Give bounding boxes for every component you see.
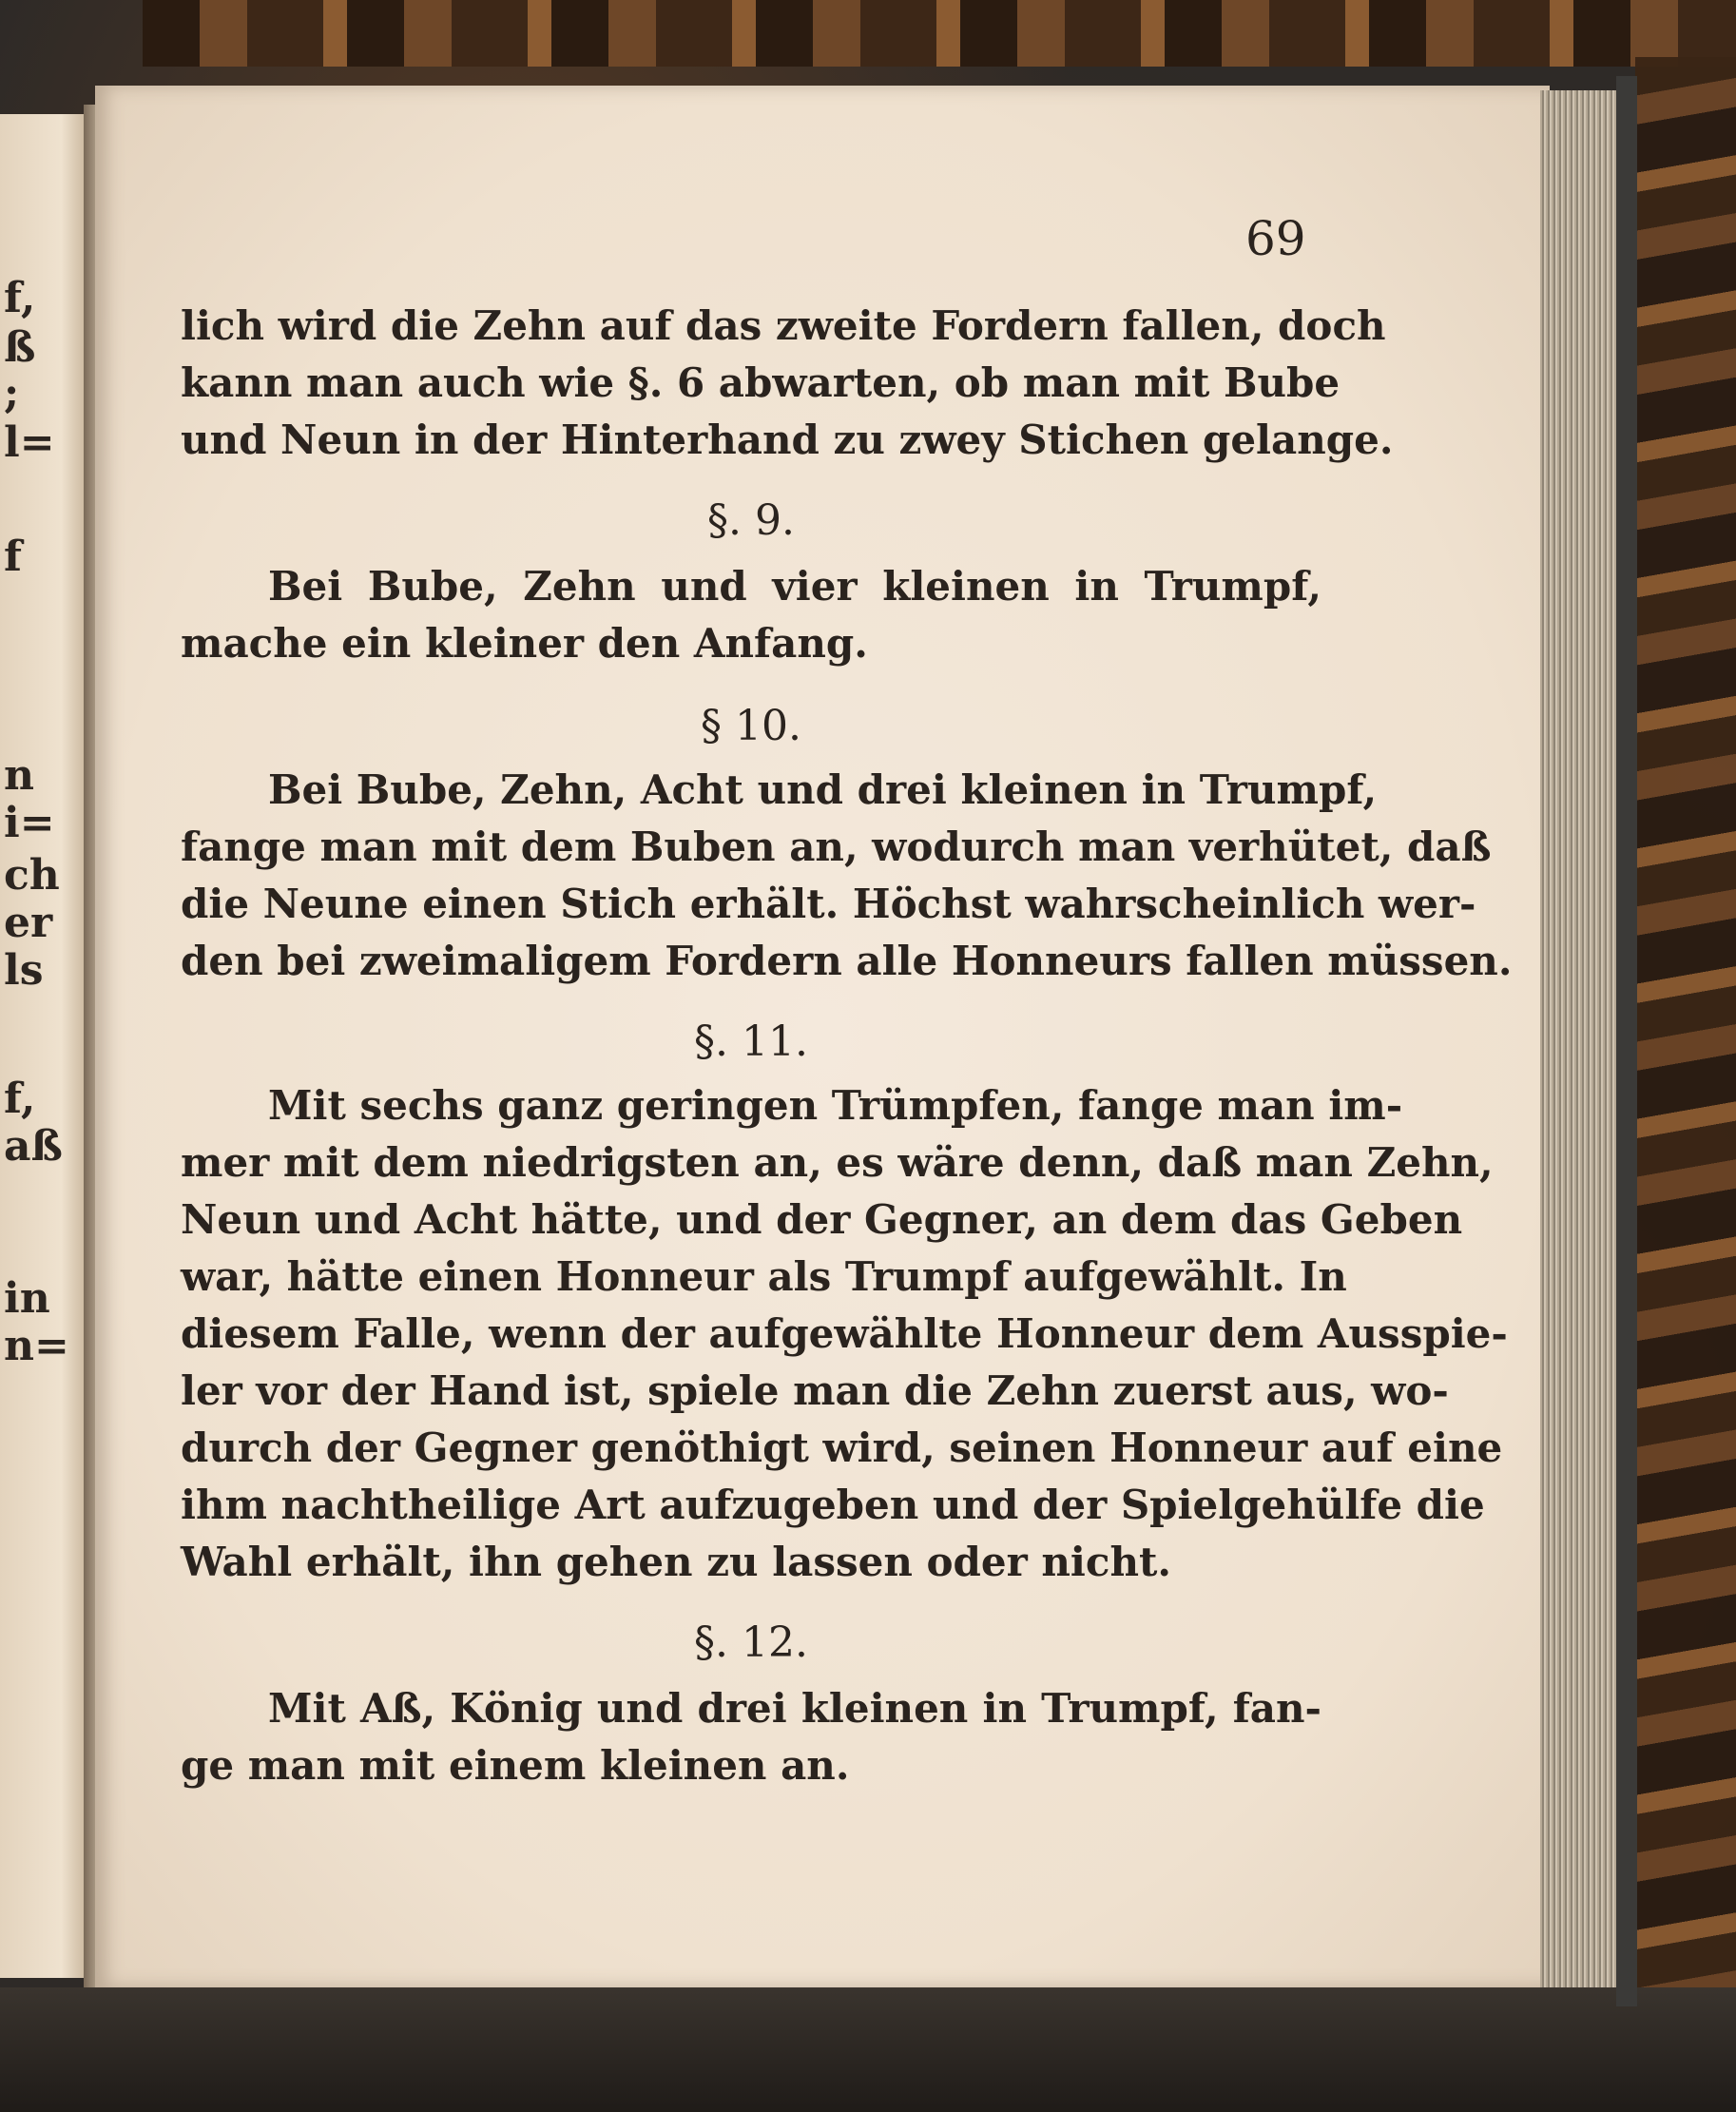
- left-fragment: ls: [4, 946, 44, 995]
- left-fragment: in: [4, 1274, 50, 1323]
- section-heading: §. 12.: [694, 1618, 808, 1667]
- text-line: kann man auch wie §. 6 abwarten, ob man mit Bube: [181, 359, 1341, 406]
- page-block-shadow: [1616, 76, 1637, 2006]
- left-fragment: ;: [4, 369, 20, 417]
- text-line: diesem Falle, wenn der aufgewählte Honneur dem Ausspie-: [181, 1310, 1508, 1357]
- left-fragment: n: [4, 751, 34, 800]
- text-line: und Neun in der Hinterhand zu zwey Stichen gelange.: [181, 417, 1394, 463]
- text-line: ihm nachtheilige Art aufzugeben und der Spielgehülfe die: [181, 1482, 1485, 1528]
- text-line: ge man mit einem kleinen an.: [181, 1742, 850, 1789]
- text-line: war, hätte einen Honneur als Trumpf aufgewählt. In: [181, 1253, 1347, 1300]
- text-line: fange man mit dem Buben an, wodurch man verhütet, daß: [181, 823, 1492, 870]
- section-heading: §. 11.: [694, 1017, 808, 1066]
- text-line: mache ein kleiner den Anfang.: [181, 620, 868, 667]
- text-line: lich wird die Zehn auf das zweite Fordern fallen, doch: [181, 302, 1386, 349]
- cover-right-edge: [1635, 57, 1736, 2073]
- section-heading: §. 9.: [707, 496, 795, 545]
- text-line: durch der Gegner genöthigt wird, seinen Honneur auf eine: [181, 1424, 1503, 1471]
- left-fragment: f: [4, 533, 22, 581]
- text-line: die Neune einen Stich erhält. Höchst wahrscheinlich wer-: [181, 881, 1476, 927]
- cover-bottom-edge: [0, 1987, 1736, 2112]
- left-fragment: f,: [4, 274, 36, 322]
- text-line: Mit Aß, König und drei kleinen in Trumpf, fan-: [268, 1685, 1321, 1732]
- text-line: Wahl erhält, ihn gehen zu lassen oder nicht.: [181, 1539, 1172, 1585]
- left-fragment: ß: [4, 323, 36, 372]
- text-line: Bei Bube, Zehn und vier kleinen in Trumpf,: [268, 563, 1321, 610]
- left-fragment: i=: [4, 799, 55, 847]
- text-line: den bei zweimaligem Fordern alle Honneurs fallen müssen.: [181, 938, 1513, 984]
- section-heading: § 10.: [701, 702, 801, 750]
- left-page-text-fragments: [4, 0, 80, 2112]
- left-fragment: ch: [4, 851, 60, 900]
- left-fragment: er: [4, 899, 53, 947]
- text-line: Bei Bube, Zehn, Acht und drei kleinen in Trumpf,: [268, 766, 1378, 813]
- left-fragment: f,: [4, 1075, 36, 1123]
- left-fragment: aß: [4, 1122, 63, 1171]
- cover-top-edge: [143, 0, 1736, 67]
- text-line: ler vor der Hand ist, spiele man die Zehn zuerst aus, wo-: [181, 1367, 1449, 1414]
- page-number: 69: [1245, 211, 1306, 266]
- left-fragment: l=: [4, 418, 55, 467]
- left-fragment: n=: [4, 1322, 69, 1370]
- text-line: mer mit dem niedrigsten an, es wäre denn, daß man Zehn,: [181, 1139, 1494, 1186]
- text-line: Neun und Acht hätte, und der Gegner, an dem das Geben: [181, 1196, 1463, 1243]
- text-line: Mit sechs ganz geringen Trümpfen, fange man im-: [268, 1082, 1403, 1129]
